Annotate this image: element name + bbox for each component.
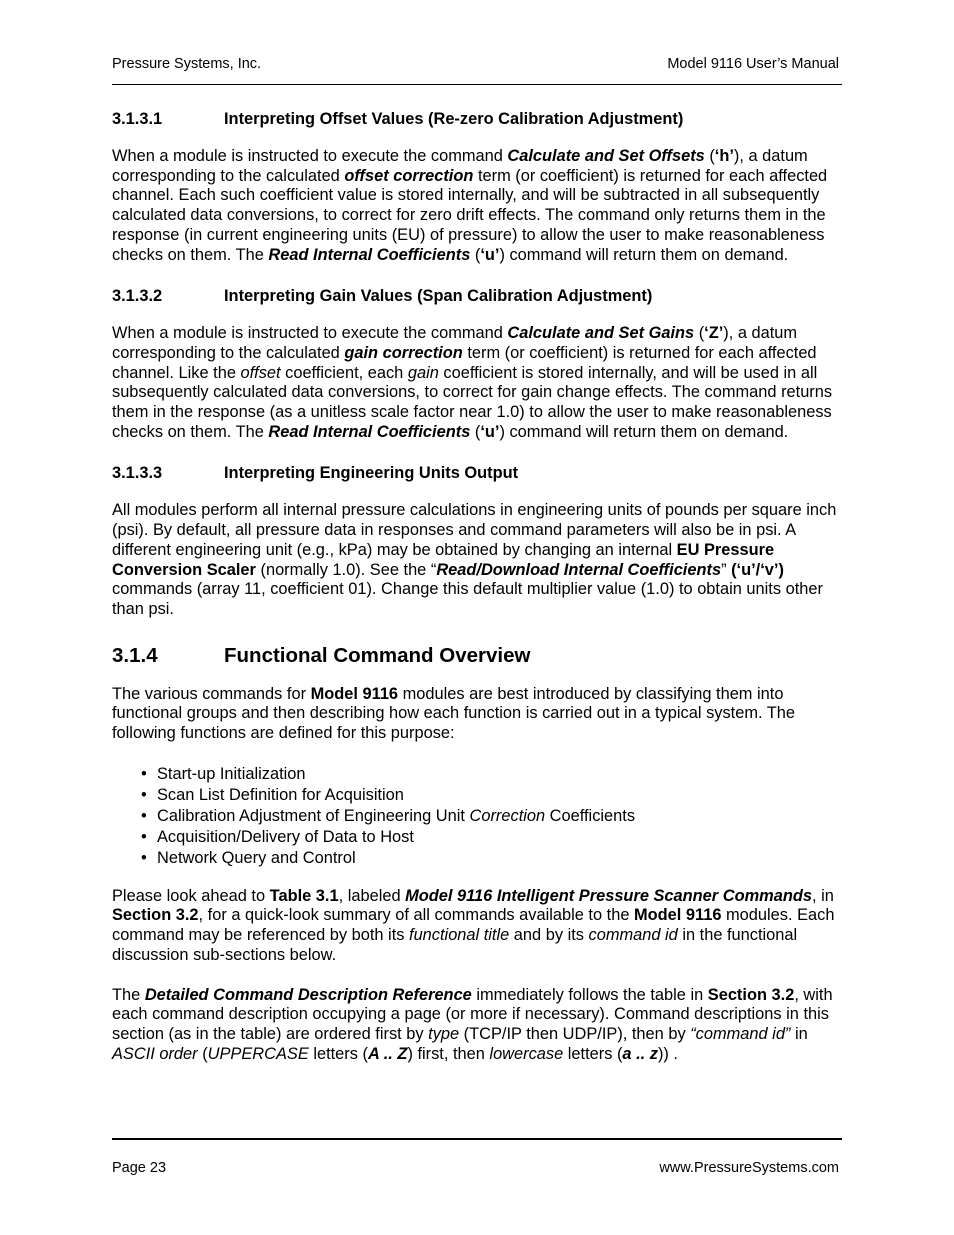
footer-rule <box>112 1138 842 1140</box>
function-list <box>112 764 842 869</box>
list-item: • Start-up Initialization <box>112 764 842 785</box>
section-heading-3-1-4 <box>112 643 842 669</box>
section-heading-3-1-3-3 <box>112 462 842 484</box>
section-heading-3-1-3-2 <box>112 285 842 307</box>
paragraph-offset-values: When a module is instructed to execute the command Calculate and Set Offsets (‘h’), a datum corresponding to the calculated offset correction term (or coefficient) is returned for each affected channel. Each such coefficient value is stored internally, and will be subtracted in all subsequently calculated data conversions, to correct for zero drift effects. The command only returns them in the response (in current engineering units (EU) of pressure) to allow the user to make reasonableness checks on them. The Read Internal Coefficients (‘u’) command will return them on demand. <box>112 147 828 264</box>
paragraph-functional-overview: The various commands for Model 9116 modules are best introduced by classifying them into functional groups and then describing how each function is carried out in a typical system. The following functions are defined for this purpose: <box>112 684 796 743</box>
list-item: • Calibration Adjustment of Engineering Unit Correction Coefficients <box>112 806 842 827</box>
header-rule <box>112 84 842 85</box>
section-title: Interpreting Gain Values (Span Calibration Adjustment) <box>224 287 653 306</box>
section-heading-3-1-3-1 <box>112 108 842 130</box>
footer-page-number: Page 23 <box>112 1160 167 1176</box>
list-item: • Acquisition/Delivery of Data to Host <box>112 827 842 848</box>
section-title: Interpreting Offset Values (Re-zero Calibration Adjustment) <box>224 110 684 128</box>
paragraph-gain-values: When a module is instructed to execute the command Calculate and Set Gains (‘Z’), a datum corresponding to the calculated gain correction term (or coefficient) is returned for each affected channel. Like the offset coefficient, each gain coefficient is stored internally, and will be used in all subsequently calculated data conversions, to correct for gain change effects. The command returns them in the response (as a unitless scale factor near 1.0) to allow the user to make reasonableness checks on them. The Read Internal Coefficients (‘u’) command will return them on demand. <box>112 324 833 441</box>
footer-website: www.PressureSystems.com <box>659 1160 839 1176</box>
header-company: Pressure Systems, Inc. <box>112 56 262 72</box>
paragraph-detailed-reference: The Detailed Command Description Reference immediately follows the table in Section 3.2, with each command description occupying a page (or more if necessary). Command descriptions in this section (as in the table) are ordered first by type (TCP/IP then UDP/IP), then by “command id” in ASCII order (UPPERCASE letters (A .. Z) first, then lowercase letters (a .. z)) . <box>112 985 833 1063</box>
paragraph-table-reference: Please look ahead to Table 3.1, labeled Model 9116 Intelligent Pressure Scanner Commands, in Section 3.2, for a quick-look summary of all commands available to the Model 9116 modules. Each command may be referenced by both its functional title and by its command id in the functional discussion sub-sections below. <box>112 886 835 964</box>
page-body <box>112 108 842 1064</box>
header-manual-title: Model 9116 User’s Manual <box>667 56 839 72</box>
section-number: 3.1.3.2 <box>112 287 163 306</box>
list-item: • Network Query and Control <box>112 848 842 869</box>
section-number: 3.1.3.1 <box>112 110 163 128</box>
list-item: • Scan List Definition for Acquisition <box>112 785 842 806</box>
paragraph-engineering-units: All modules perform all internal pressure calculations in engineering units of pounds per square inch (psi). By default, all pressure data in responses and command parameters will also be in psi. A different engineering unit (e.g., kPa) may be obtained by changing an internal EU Pressure Conversion Scaler (normally 1.0). See the “Read/Download Internal Coefficients” (‘u’/‘v’) commands (array 11, coefficient 01). Change this default multiplier value (1.0) to obtain units other than psi. <box>112 501 837 618</box>
section-title: Interpreting Engineering Units Output <box>224 464 519 483</box>
section-title: Functional Command Overview <box>224 643 531 667</box>
section-number: 3.1.4 <box>112 643 158 667</box>
section-number: 3.1.3.3 <box>112 464 163 483</box>
